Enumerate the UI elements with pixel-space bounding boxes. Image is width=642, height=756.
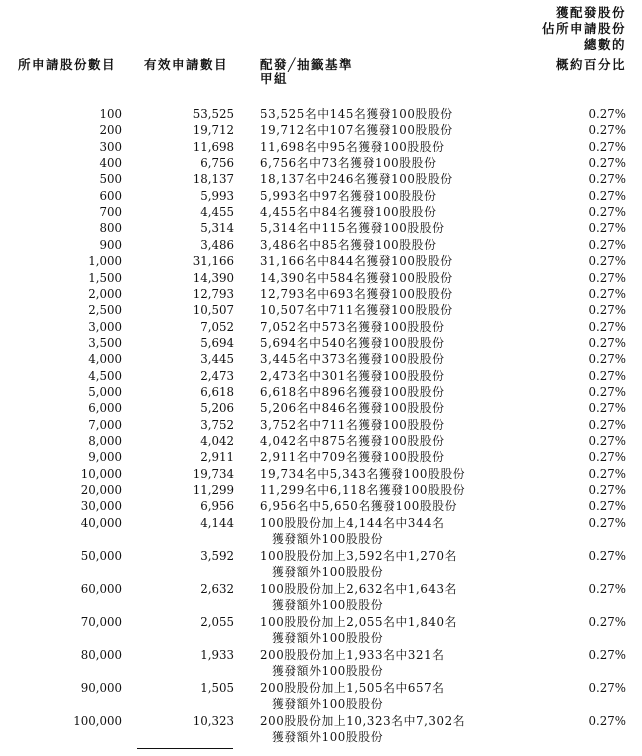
cell-basis-of-allotment: 3,445名中373名獲發100股股份 [260, 352, 445, 367]
cell-percentage: 0.27% [588, 384, 626, 399]
cell-basis-of-allotment: 5,314名中115名獲發100股股份 [260, 221, 445, 236]
cell-valid-applications: 5,993 [200, 188, 234, 203]
cell-basis-of-allotment: 100股股份加上2,055名中1,840名 [260, 614, 458, 629]
cell-shares-applied: 4,000 [88, 352, 122, 367]
table-row [0, 680, 642, 711]
cell-valid-applications: 3,592 [200, 548, 234, 563]
table-row [0, 286, 642, 302]
cell-valid-applications: 10,323 [192, 713, 234, 728]
cell-shares-applied: 3,000 [88, 319, 122, 334]
cell-valid-applications: 4,042 [200, 434, 234, 448]
header-shares-applied: 所申請股份數目 [18, 57, 117, 72]
table-row [0, 384, 642, 400]
cell-percentage: 0.27% [588, 368, 626, 383]
cell-valid-applications: 6,956 [200, 499, 234, 514]
cell-valid-applications: 3,445 [200, 352, 234, 367]
table-row [0, 139, 642, 155]
cell-percentage: 0.27% [588, 205, 626, 220]
cell-valid-applications: 19,734 [192, 466, 234, 481]
cell-shares-applied: 60,000 [80, 581, 122, 596]
cell-valid-applications: 5,314 [200, 221, 234, 236]
cell-valid-applications: 4,144 [200, 515, 234, 530]
cell-basis-of-allotment: 53,525名中145名獲發100股股份 [260, 107, 453, 121]
cell-basis-of-allotment: 2,911名中709名獲發100股股份 [260, 450, 445, 465]
cell-percentage: 0.27% [588, 139, 626, 154]
cell-valid-applications: 6,618 [200, 384, 234, 399]
cell-basis-of-allotment: 18,137名中246名獲發100股股份 [260, 172, 453, 187]
cell-shares-applied: 200 [99, 123, 122, 138]
cell-valid-applications: 31,166 [192, 254, 234, 269]
table-row [0, 204, 642, 220]
table-row [0, 482, 642, 498]
cell-shares-applied: 400 [99, 156, 122, 171]
cell-valid-applications: 2,911 [200, 450, 234, 465]
cell-basis-of-allotment: 6,756名中73名獲發100股股份 [260, 156, 437, 171]
cell-basis-of-allotment: 19,734名中5,343名獲發100股股份 [260, 466, 466, 481]
cell-valid-applications: 3,486 [200, 237, 234, 252]
cell-percentage: 0.27% [588, 319, 626, 334]
cell-basis-of-allotment: 4,455名中84名獲發100股股份 [260, 205, 437, 220]
header-valid-applications: 有效申請數目 [144, 57, 229, 72]
cell-shares-applied: 600 [99, 188, 122, 203]
cell-valid-applications: 1,505 [200, 680, 234, 695]
table-row [0, 548, 642, 579]
table-row [0, 449, 642, 465]
cell-shares-applied: 3,500 [88, 335, 122, 350]
cell-percentage: 0.27% [588, 466, 626, 481]
table-row [0, 335, 642, 351]
cell-basis-of-allotment: 3,752名中711名獲發100股股份 [260, 417, 445, 432]
cell-shares-applied: 500 [99, 172, 122, 187]
cell-percentage: 0.27% [588, 581, 626, 596]
cell-percentage: 0.27% [588, 483, 626, 498]
cell-percentage: 0.27% [588, 335, 626, 350]
header-percentage-line1: 獲配發股份 [555, 5, 626, 20]
cell-shares-applied: 90,000 [80, 680, 122, 695]
cell-shares-applied: 20,000 [80, 483, 122, 498]
cell-valid-applications: 2,473 [200, 368, 234, 383]
cell-valid-applications: 2,632 [200, 581, 234, 596]
cell-shares-applied: 8,000 [88, 434, 122, 448]
table-row [0, 351, 642, 367]
cell-basis-of-allotment: 31,166名中844名獲發100股股份 [260, 254, 453, 269]
cell-valid-applications: 2,055 [200, 614, 234, 629]
table-row [0, 253, 642, 269]
cell-valid-applications: 14,390 [192, 270, 234, 285]
cell-percentage: 0.27% [588, 680, 626, 695]
cell-basis-of-allotment: 200股股份加上1,505名中657名 [260, 680, 445, 695]
cell-valid-applications: 10,507 [192, 303, 234, 318]
cell-shares-applied: 2,000 [88, 286, 122, 301]
cell-basis-of-allotment: 100股股份加上3,592名中1,270名 [260, 548, 458, 563]
header-percentage-line4: 概約百分比 [555, 57, 626, 72]
cell-percentage: 0.27% [588, 548, 626, 563]
cell-basis-of-allotment-cont: 獲發額外100股股份 [272, 564, 384, 579]
cell-basis-of-allotment: 7,052名中573名獲發100股股份 [260, 319, 445, 334]
cell-valid-applications: 11,698 [192, 139, 234, 154]
cell-shares-applied: 100,000 [73, 713, 122, 728]
table-row [0, 106, 642, 122]
cell-shares-applied: 7,000 [88, 417, 122, 432]
cell-shares-applied: 9,000 [88, 450, 122, 465]
cell-basis-of-allotment-cont: 獲發額外100股股份 [272, 630, 384, 645]
cell-shares-applied: 300 [99, 139, 122, 154]
cell-basis-of-allotment: 6,956名中5,650名獲發100股股份 [260, 499, 458, 514]
cell-percentage: 0.27% [588, 614, 626, 629]
cell-basis-of-allotment-cont: 獲發額外100股股份 [272, 531, 384, 546]
cell-percentage: 0.27% [588, 713, 626, 728]
table-row [0, 515, 642, 546]
cell-valid-applications: 5,694 [200, 335, 234, 350]
cell-shares-applied: 2,500 [88, 303, 122, 318]
cell-valid-applications: 5,206 [200, 401, 234, 416]
cell-shares-applied: 5,000 [88, 384, 122, 399]
cell-valid-applications: 3,752 [200, 417, 234, 432]
cell-shares-applied: 6,000 [88, 401, 122, 416]
cell-valid-applications: 19,712 [192, 123, 234, 138]
cell-percentage: 0.27% [588, 401, 626, 416]
cell-valid-applications: 11,299 [192, 483, 234, 498]
cell-valid-applications: 53,525 [192, 107, 234, 121]
table-row [0, 400, 642, 416]
table-row [0, 155, 642, 171]
cell-basis-of-allotment: 3,486名中85名獲發100股股份 [260, 237, 437, 252]
table-row [0, 122, 642, 138]
cell-basis-of-allotment: 5,993名中97名獲發100股股份 [260, 188, 437, 203]
header-percentage-line3: 總數的 [583, 37, 626, 52]
table-row [0, 466, 642, 482]
cell-percentage: 0.27% [588, 270, 626, 285]
table-row [0, 171, 642, 187]
table-row [0, 498, 642, 514]
table-row [0, 188, 642, 204]
table-row [0, 220, 642, 236]
cell-percentage: 0.27% [588, 156, 626, 171]
cell-valid-applications: 1,933 [200, 647, 234, 662]
cell-valid-applications: 18,137 [192, 172, 234, 187]
table-row [0, 647, 642, 678]
cell-valid-applications: 4,455 [200, 205, 234, 220]
cell-percentage: 0.27% [588, 303, 626, 318]
table-row [0, 368, 642, 384]
cell-basis-of-allotment-cont: 獲發額外100股股份 [272, 729, 384, 744]
cell-shares-applied: 4,500 [88, 368, 122, 383]
cell-percentage: 0.27% [588, 237, 626, 252]
cell-shares-applied: 800 [99, 221, 122, 236]
cell-percentage: 0.27% [588, 647, 626, 662]
cell-basis-of-allotment-cont: 獲發額外100股股份 [272, 696, 384, 711]
footer-rule [137, 748, 233, 749]
cell-percentage: 0.27% [588, 254, 626, 269]
cell-percentage: 0.27% [588, 417, 626, 432]
table-row [0, 433, 642, 449]
header-pool-a: 甲組 [260, 71, 289, 86]
cell-shares-applied: 700 [99, 205, 122, 220]
cell-percentage: 0.27% [588, 123, 626, 138]
table-row [0, 417, 642, 433]
cell-basis-of-allotment: 6,618名中896名獲發100股股份 [260, 384, 445, 399]
cell-shares-applied: 40,000 [80, 515, 122, 530]
cell-basis-of-allotment: 14,390名中584名獲發100股股份 [260, 270, 453, 285]
cell-percentage: 0.27% [588, 352, 626, 367]
cell-percentage: 0.27% [588, 434, 626, 448]
cell-percentage: 0.27% [588, 499, 626, 514]
cell-basis-of-allotment: 5,206名中846名獲發100股股份 [260, 401, 445, 416]
cell-basis-of-allotment: 10,507名中711名獲發100股股份 [260, 303, 453, 318]
cell-shares-applied: 30,000 [80, 499, 122, 514]
cell-basis-of-allotment: 5,694名中540名獲發100股股份 [260, 335, 445, 350]
cell-basis-of-allotment: 100股股份加上4,144名中344名 [260, 515, 445, 530]
cell-basis-of-allotment-cont: 獲發額外100股股份 [272, 663, 384, 678]
cell-percentage: 0.27% [588, 172, 626, 187]
cell-shares-applied: 70,000 [80, 614, 122, 629]
cell-basis-of-allotment-cont: 獲發額外100股股份 [272, 597, 384, 612]
cell-percentage: 0.27% [588, 450, 626, 465]
cell-shares-applied: 900 [99, 237, 122, 252]
header-percentage-line2: 佔所申請股份 [541, 21, 626, 36]
cell-shares-applied: 1,000 [88, 254, 122, 269]
cell-percentage: 0.27% [588, 188, 626, 203]
cell-basis-of-allotment: 11,698名中95名獲發100股股份 [260, 139, 445, 154]
cell-valid-applications: 6,756 [200, 156, 234, 171]
table-row [0, 319, 642, 335]
cell-basis-of-allotment: 100股股份加上2,632名中1,643名 [260, 581, 458, 596]
cell-shares-applied: 80,000 [80, 647, 122, 662]
table-row [0, 270, 642, 286]
cell-basis-of-allotment: 4,042名中875名獲發100股股份 [260, 434, 445, 448]
cell-basis-of-allotment: 12,793名中693名獲發100股股份 [260, 286, 453, 301]
table-row [0, 302, 642, 318]
cell-shares-applied: 10,000 [80, 466, 122, 481]
cell-shares-applied: 50,000 [80, 548, 122, 563]
cell-valid-applications: 7,052 [200, 319, 234, 334]
header-basis-of-allotment: 配發╱抽籤基準 [260, 57, 354, 72]
cell-basis-of-allotment: 11,299名中6,118名獲發100股股份 [260, 483, 466, 498]
table-row [0, 614, 642, 645]
cell-basis-of-allotment: 19,712名中107名獲發100股股份 [260, 123, 453, 138]
cell-shares-applied: 100 [99, 107, 122, 121]
cell-percentage: 0.27% [588, 221, 626, 236]
cell-percentage: 0.27% [588, 107, 626, 121]
table-row [0, 581, 642, 612]
cell-valid-applications: 12,793 [192, 286, 234, 301]
cell-basis-of-allotment: 2,473名中301名獲發100股股份 [260, 368, 445, 383]
cell-percentage: 0.27% [588, 515, 626, 530]
cell-shares-applied: 1,500 [88, 270, 122, 285]
cell-percentage: 0.27% [588, 286, 626, 301]
table-row [0, 237, 642, 253]
table-row [0, 713, 642, 744]
cell-basis-of-allotment: 200股股份加上1,933名中321名 [260, 647, 445, 662]
cell-basis-of-allotment: 200股股份加上10,323名中7,302名 [260, 713, 466, 728]
